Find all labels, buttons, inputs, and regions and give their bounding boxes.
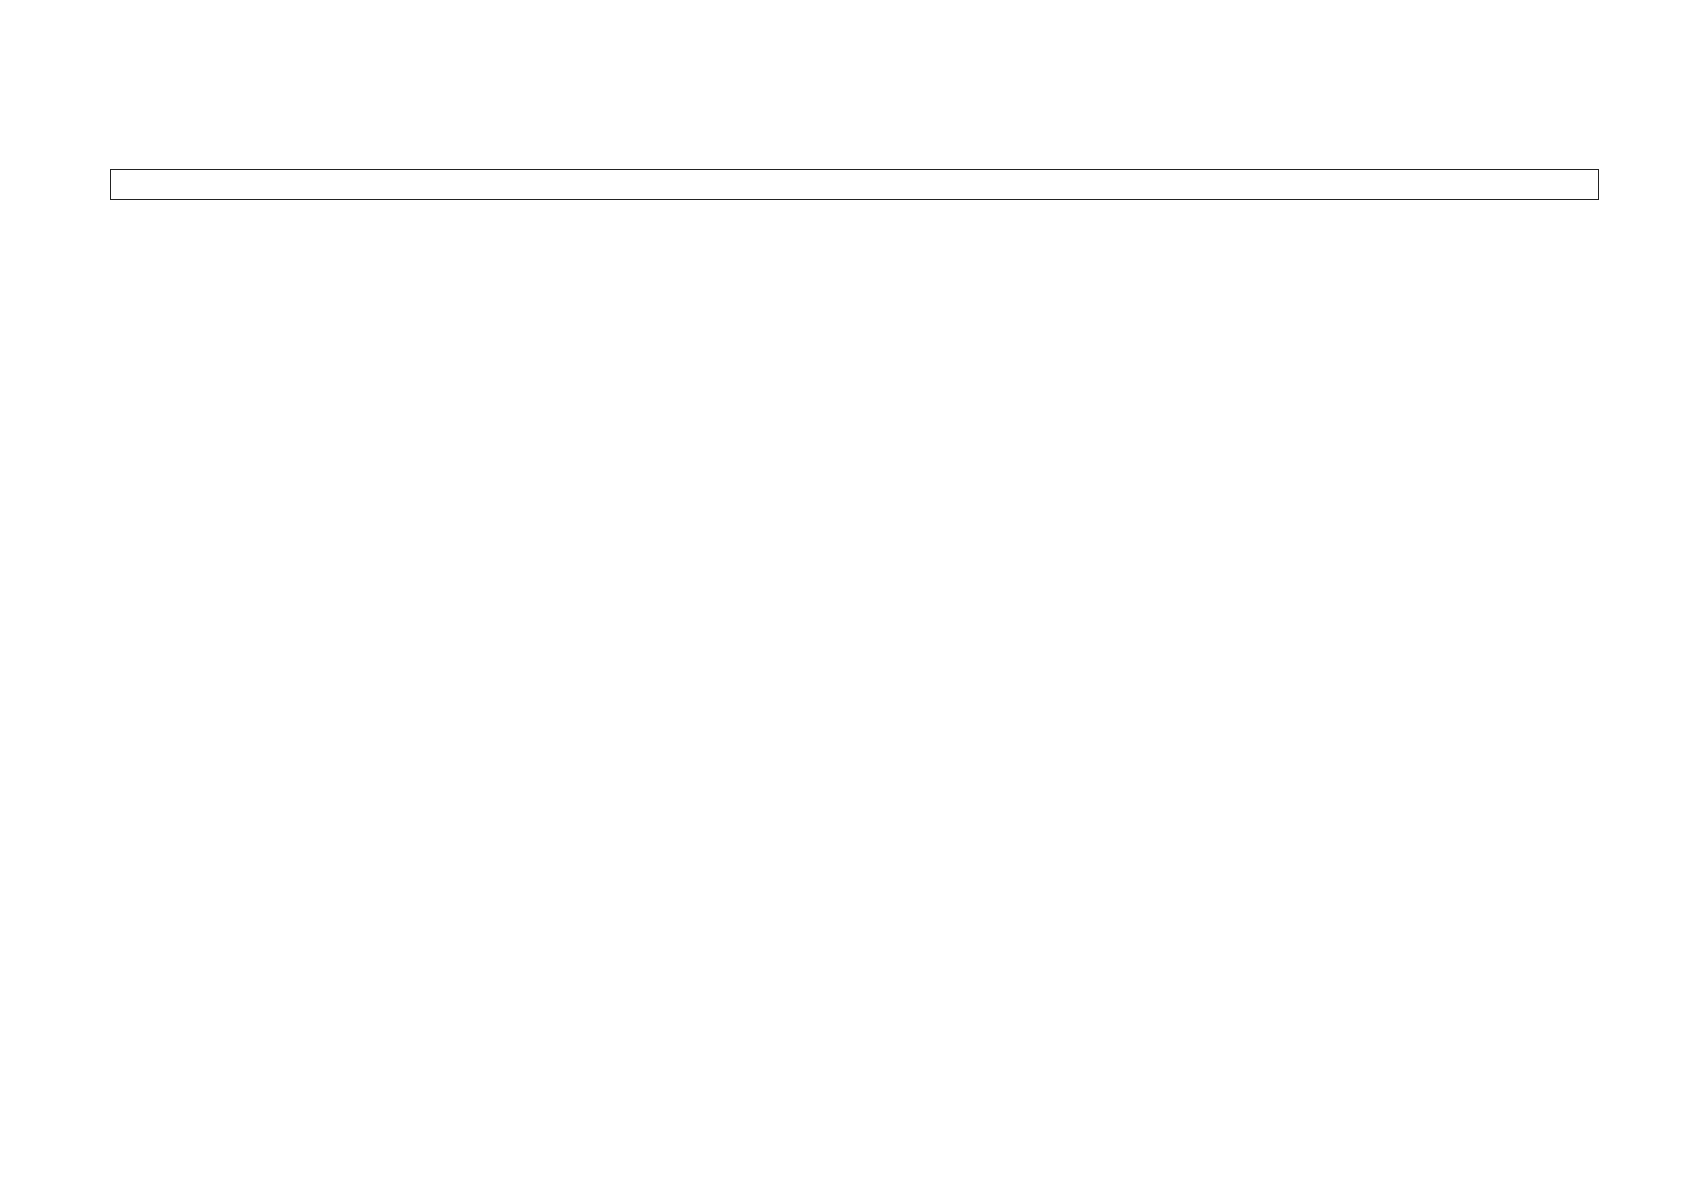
table-header	[110, 169, 1599, 200]
